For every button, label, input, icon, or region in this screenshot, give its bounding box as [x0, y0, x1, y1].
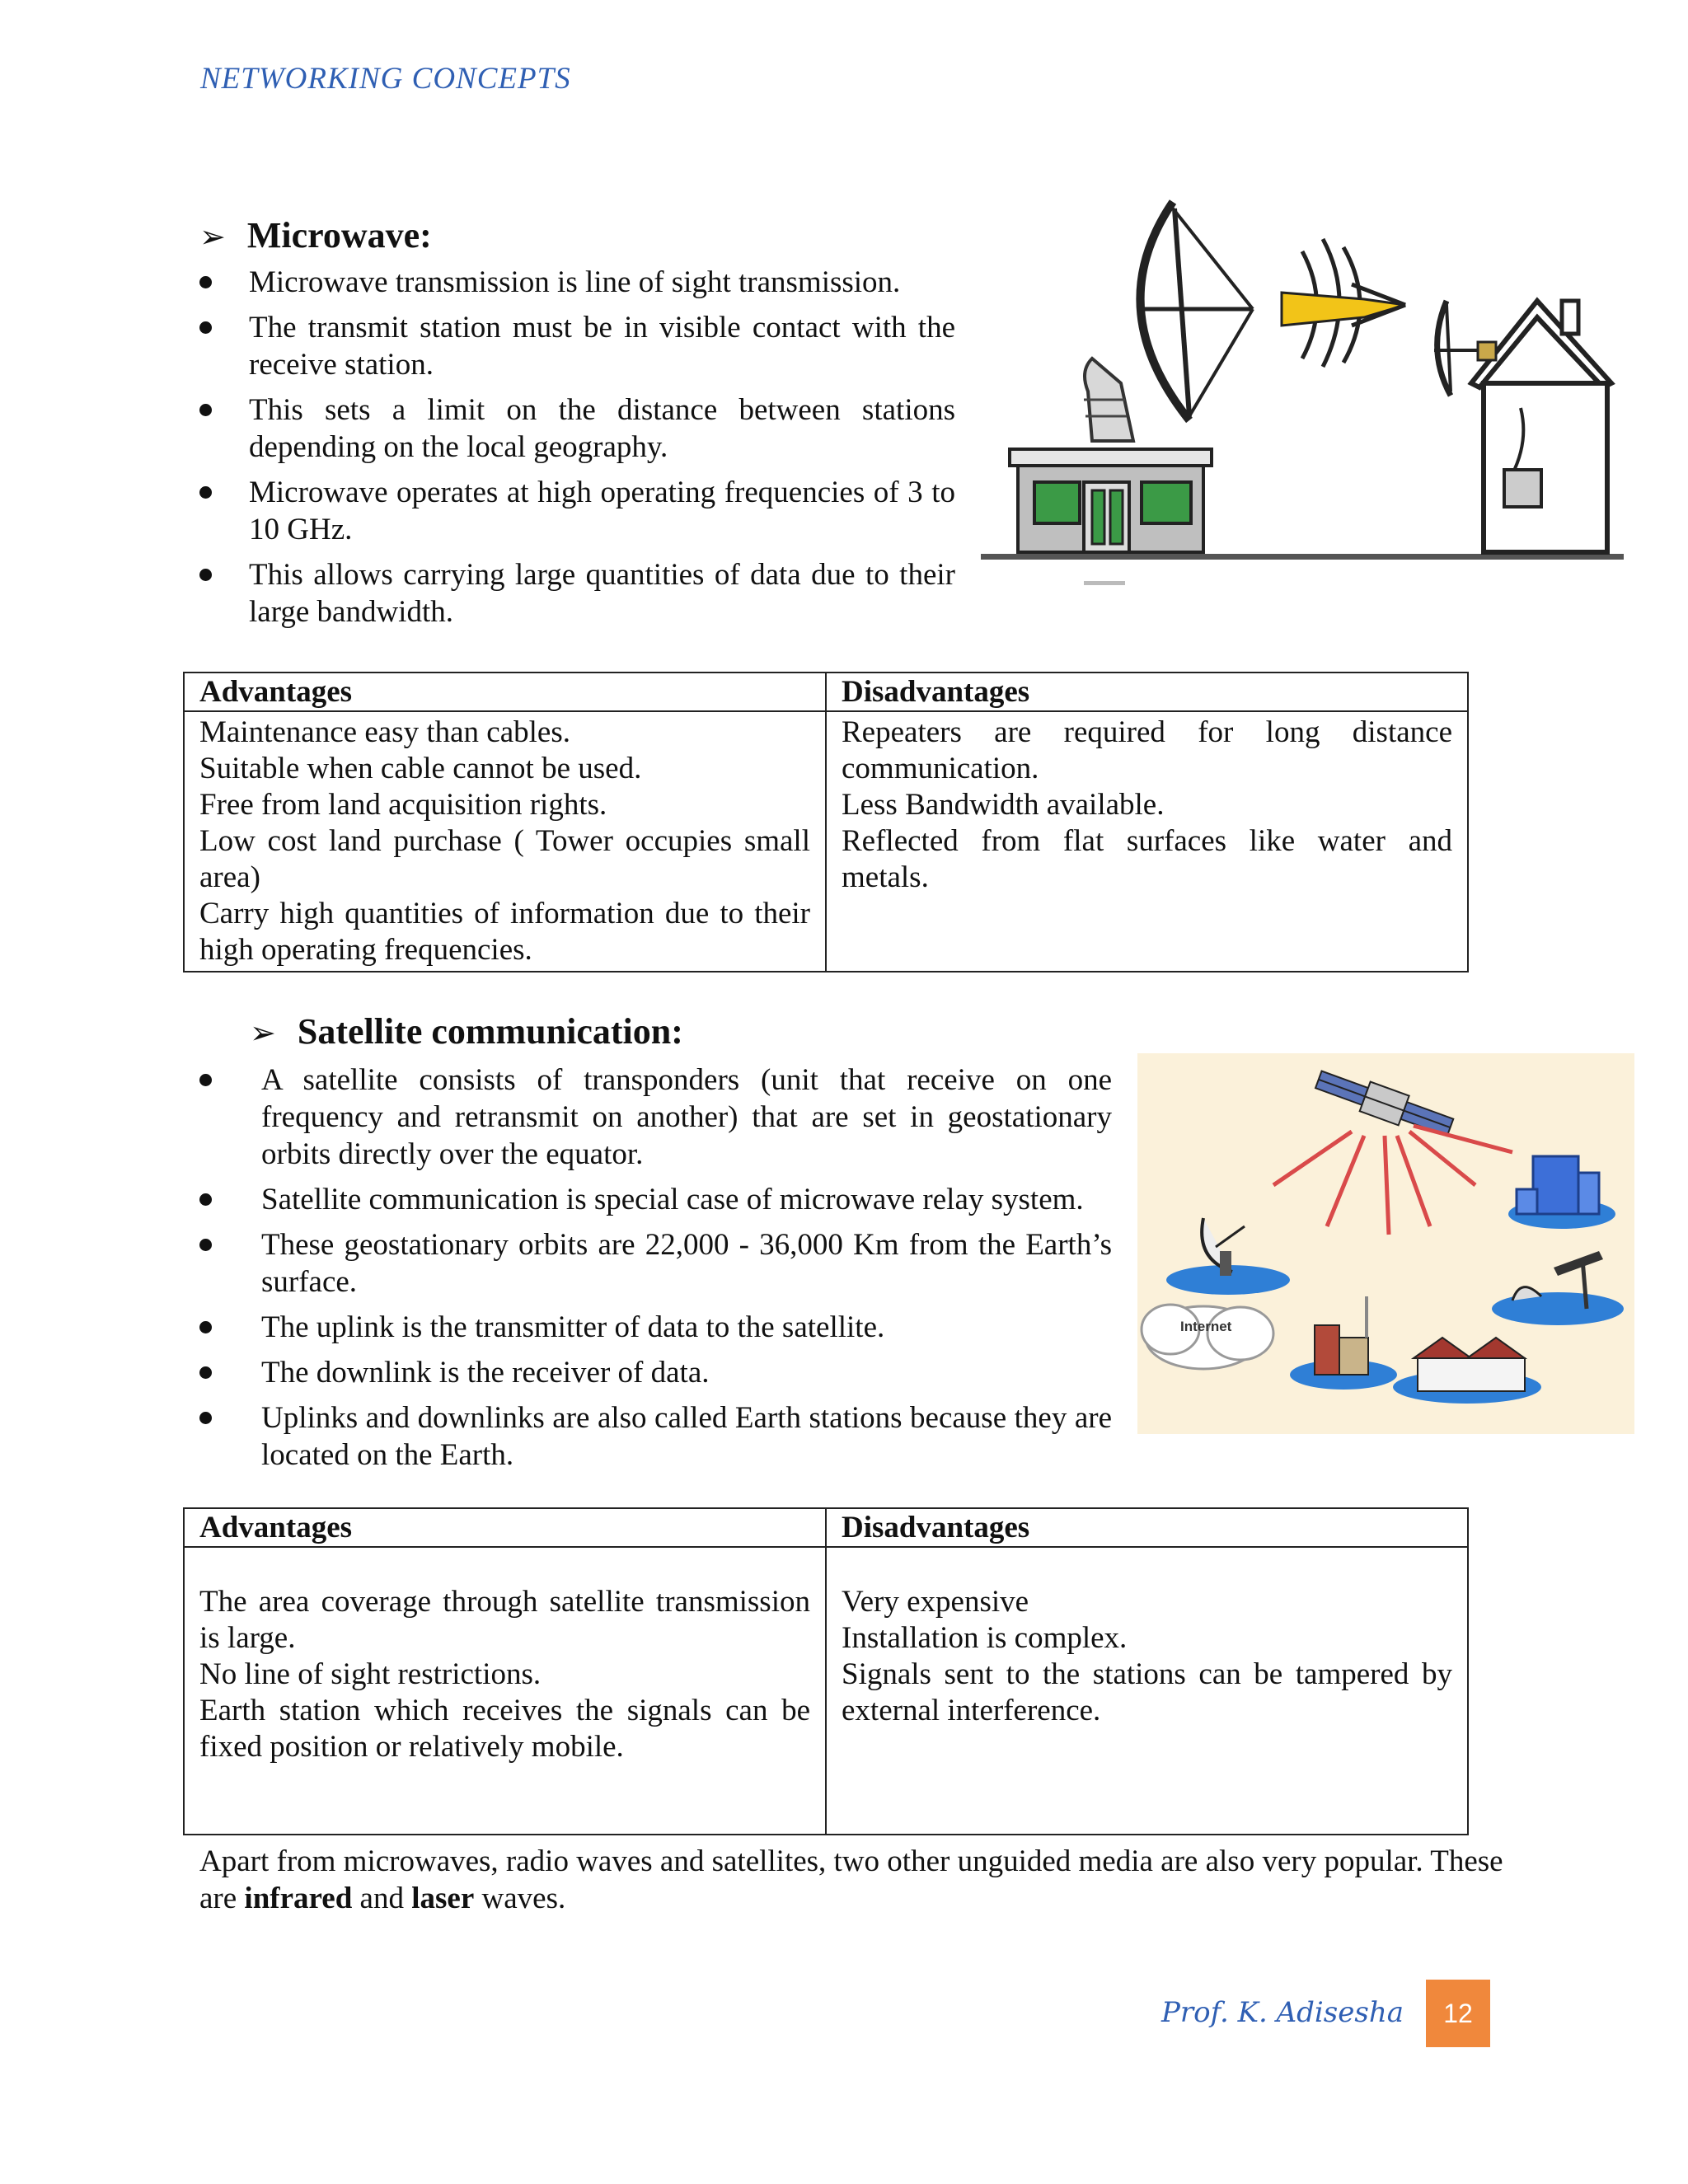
list-item: This allows carrying large quantities of data due to their large bandwidth.	[249, 558, 955, 629]
list-item: Uplinks and downlinks are also called Earth stations because they are located on the Earth.	[261, 1401, 1112, 1472]
list-item: The uplink is the transmitter of data to the satellite.	[261, 1309, 1112, 1346]
list-item: Satellite communication is special case of microwave relay system.	[261, 1181, 1112, 1218]
advantage-item: Carry high quantities of information due to their high operating frequencies.	[199, 897, 810, 967]
advantages-header: Advantages	[184, 1508, 826, 1547]
dish-antenna-icon	[977, 194, 1628, 589]
table-header-row	[184, 673, 1468, 711]
satellite-bullet-list	[261, 1062, 1112, 1482]
list-item: Microwave operates at high operating frequencies of 3 to 10 GHz.	[249, 476, 955, 546]
list-item: The transmit station must be in visible contact with the receive station.	[249, 311, 955, 382]
arrow-bullet-icon: ➢	[250, 1015, 276, 1051]
disadvantage-item: Signals sent to the stations can be tampered by external interference.	[842, 1657, 1452, 1727]
satellite-advantages-table	[183, 1507, 1469, 1835]
infrared-term: infrared	[244, 1882, 353, 1915]
table-row	[184, 711, 1468, 972]
closing-paragraph	[199, 1843, 1535, 1917]
list-item: This sets a limit on the distance between stations depending on the local geography.	[249, 393, 955, 464]
arrow-bullet-icon: ➢	[199, 218, 226, 255]
advantage-item: Suitable when cable cannot be used.	[199, 752, 642, 785]
disadvantages-cell	[826, 1547, 1468, 1835]
laser-term: laser	[411, 1882, 475, 1915]
advantage-item: Maintenance easy than cables.	[199, 715, 570, 749]
disadvantage-item: Less Bandwidth available.	[842, 788, 1165, 822]
disadvantages-header: Disadvantages	[826, 673, 1468, 711]
advantage-item: Low cost land purchase ( Tower occupies small area)	[199, 824, 810, 894]
internet-cloud-label: Internet	[1180, 1319, 1232, 1334]
satellite-icon	[1137, 1053, 1634, 1434]
disadvantages-cell	[826, 711, 1468, 972]
advantages-cell	[184, 711, 826, 972]
microwave-advantages-table	[183, 672, 1469, 972]
disadvantage-item: Very expensive	[842, 1585, 1029, 1619]
microwave-illustration	[977, 194, 1628, 589]
advantages-header: Advantages	[184, 673, 826, 711]
satellite-heading	[250, 1010, 683, 1052]
microwave-bullet-list	[249, 264, 955, 639]
closing-text: and	[352, 1882, 412, 1915]
list-item: Microwave transmission is line of sight transmission.	[249, 264, 955, 301]
list-item: The downlink is the receiver of data.	[261, 1354, 1112, 1391]
page-number-badge	[1426, 1980, 1490, 2047]
advantage-item: The area coverage through satellite transmission is large.	[199, 1585, 810, 1655]
page-number: 12	[1443, 1998, 1473, 2028]
table-row	[184, 1547, 1468, 1835]
footer-author: Prof. K. Adisesha	[1161, 1996, 1404, 2029]
document-header: NETWORKING CONCEPTS	[200, 62, 571, 96]
advantage-item: Earth station which receives the signals can be fixed position or relatively mobile.	[199, 1694, 810, 1764]
table-header-row	[184, 1508, 1468, 1547]
microwave-heading	[199, 214, 432, 256]
advantage-item: Free from land acquisition rights.	[199, 788, 607, 822]
advantages-cell	[184, 1547, 826, 1835]
closing-text: waves.	[474, 1882, 566, 1915]
disadvantage-item: Installation is complex.	[842, 1621, 1128, 1655]
satellite-illustration	[1137, 1053, 1634, 1434]
satellite-heading-text: Satellite communication:	[297, 1011, 683, 1052]
disadvantage-item: Repeaters are required for long distance communication.	[842, 715, 1452, 785]
list-item: A satellite consists of transponders (unit that receive on one frequency and retransmit on another) that are set in geostationary orbits directly over the equator.	[261, 1063, 1112, 1171]
disadvantages-header: Disadvantages	[826, 1508, 1468, 1547]
disadvantage-item: Reflected from flat surfaces like water and metals.	[842, 824, 1452, 894]
advantage-item: No line of sight restrictions.	[199, 1657, 542, 1691]
closing-text: Apart from microwaves, radio waves and satellites, two other unguided media are also very popular. These are	[199, 1844, 1503, 1915]
microwave-heading-text: Microwave:	[246, 215, 432, 255]
list-item: These geostationary orbits are 22,000 - 36,000 Km from the Earth’s surface.	[261, 1228, 1112, 1299]
